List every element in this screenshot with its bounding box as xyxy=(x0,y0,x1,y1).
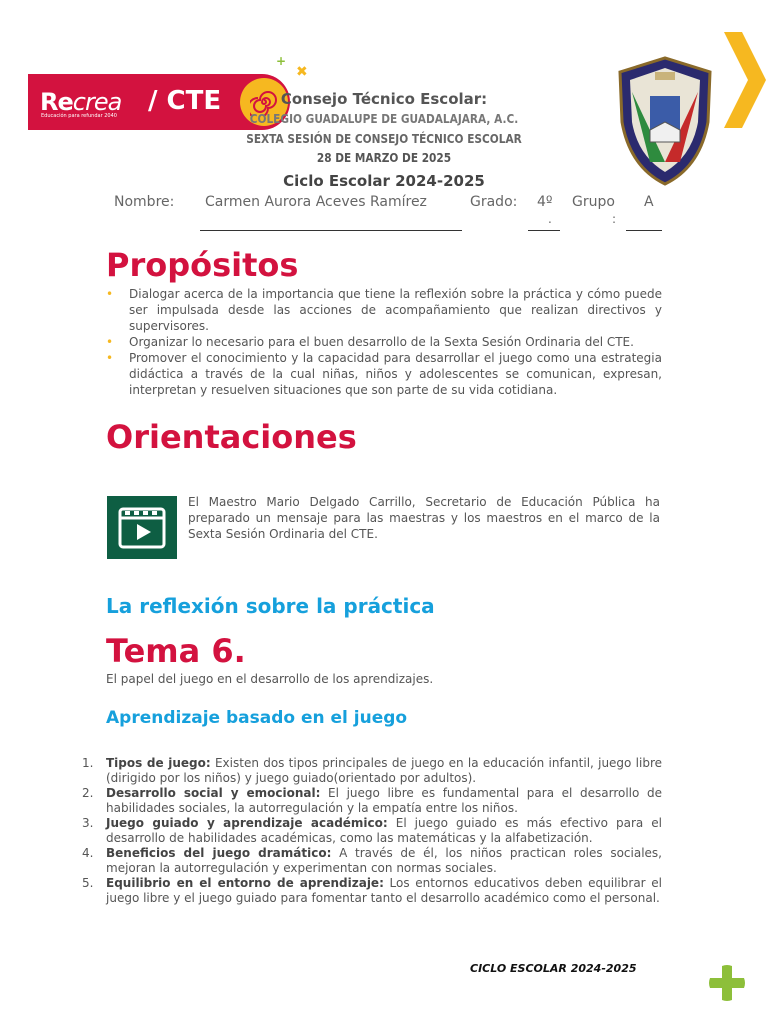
recrea-logo: Recrea xyxy=(40,88,122,116)
item-title: Beneficios del juego dramático: xyxy=(106,846,332,860)
group-label: Grupo xyxy=(572,194,615,210)
council-title: Consejo Técnico Escolar: xyxy=(280,90,488,108)
item-text: Existen dos tipos principales de juego en la educación infantil, juego libre (dirigido por los niños) y juego guiado(orientado por adultos). xyxy=(106,756,662,785)
propositos-list xyxy=(106,286,662,398)
name-label: Nombre: xyxy=(114,194,175,210)
list-item: • Dialogar acerca de la importancia que tiene la reflexión sobre la práctica y cómo puede ser impulsada desde las acciones de acompañamiento que realizan directivos y supervisores. xyxy=(106,286,662,334)
propositos-heading: Propósitos xyxy=(106,246,299,284)
x-decoration-icon: ✖ xyxy=(296,64,308,80)
footer-cycle: CICLO ESCOLAR 2024-2025 xyxy=(470,962,637,975)
item-title: Desarrollo social y emocional: xyxy=(106,786,321,800)
grade-dot: . xyxy=(548,212,552,226)
item-text: El juego libre es fundamental para el desarrollo de habilidades sociales, la autorregulación y la empatía entre los niños. xyxy=(106,786,662,815)
orange-arrow-icon xyxy=(720,30,768,130)
name-underline xyxy=(200,230,462,231)
list-item xyxy=(80,756,662,786)
school-cycle: Ciclo Escolar 2024-2025 xyxy=(283,172,485,190)
reflexion-heading: La reflexión sobre la práctica xyxy=(106,594,435,618)
item-text: A través de él, los niños practican roles sociales, mejoran la autorregulación y experimentan con normas sociales. xyxy=(106,846,662,875)
list-item xyxy=(80,876,662,906)
list-item xyxy=(80,816,662,846)
aprendizaje-heading: Aprendizaje basado en el juego xyxy=(106,708,408,728)
aprendizaje-list xyxy=(80,756,662,906)
list-item xyxy=(80,786,662,816)
item-number: 1. xyxy=(82,756,94,770)
cte-label: / CTE xyxy=(148,86,222,116)
item-title: Juego guiado y aprendizaje académico: xyxy=(106,816,388,830)
item-number: 3. xyxy=(82,816,94,830)
orientaciones-heading: Orientaciones xyxy=(106,418,357,456)
group-value: A xyxy=(644,194,654,210)
plus-decoration-icon: + xyxy=(276,54,287,68)
item-text: Los entornos educativos deben equilibrar el juego libre y el juego guiado para fomentar tanto el desarrollo académico como el personal. xyxy=(106,876,662,905)
green-plus-icon xyxy=(708,964,746,1002)
item-number: 5. xyxy=(82,876,94,890)
school-crest-icon xyxy=(610,52,720,188)
tema-heading: Tema 6. xyxy=(106,632,246,670)
tema-subtitle: El papel del juego en el desarrollo de los aprendizajes. xyxy=(106,672,434,686)
grade-value: 4º xyxy=(537,194,553,210)
session-name: SEXTA SESIÓN DE CONSEJO TÉCNICO ESCOLAR xyxy=(246,132,522,146)
recrea-tagline: Educación para refundar 2040 xyxy=(41,113,117,119)
video-player-icon[interactable] xyxy=(107,496,177,559)
grade-label: Grado: xyxy=(470,194,518,210)
session-date: 28 DE MARZO DE 2025 xyxy=(316,151,452,165)
item-text: El juego guiado es más efectivo para el desarrollo de habilidades académicas, como las matemáticas y la alfabetización. xyxy=(106,816,662,845)
group-colon: : xyxy=(612,212,617,226)
item-title: Tipos de juego: xyxy=(106,756,211,770)
list-item xyxy=(80,846,662,876)
orientaciones-text: El Maestro Mario Delgado Carrillo, Secretario de Educación Pública ha preparado un mensaje para las maestras y los maestros en el marco de la Sexta Sesión Ordinaria del CTE. xyxy=(188,495,660,541)
item-title: Equilibrio en el entorno de aprendizaje: xyxy=(106,876,384,890)
list-item: • Promover el conocimiento y la capacidad para desarrollar el juego como una estrategia didáctica a través de la cual niñas, niños y adolescentes se comunican, expresan, interpretan y resuelven situaciones que son parte de su vida cotidiana. xyxy=(106,350,662,398)
item-number: 2. xyxy=(82,786,94,800)
group-underline xyxy=(626,230,662,231)
school-name: COLEGIO GUADALUPE DE GUADALAJARA, A.C. xyxy=(249,112,519,126)
item-number: 4. xyxy=(82,846,94,860)
name-value: Carmen Aurora Aceves Ramírez xyxy=(205,194,427,210)
grade-underline xyxy=(528,230,560,231)
list-item: • Organizar lo necesario para el buen desarrollo de la Sexta Sesión Ordinaria del CTE. xyxy=(106,334,662,350)
